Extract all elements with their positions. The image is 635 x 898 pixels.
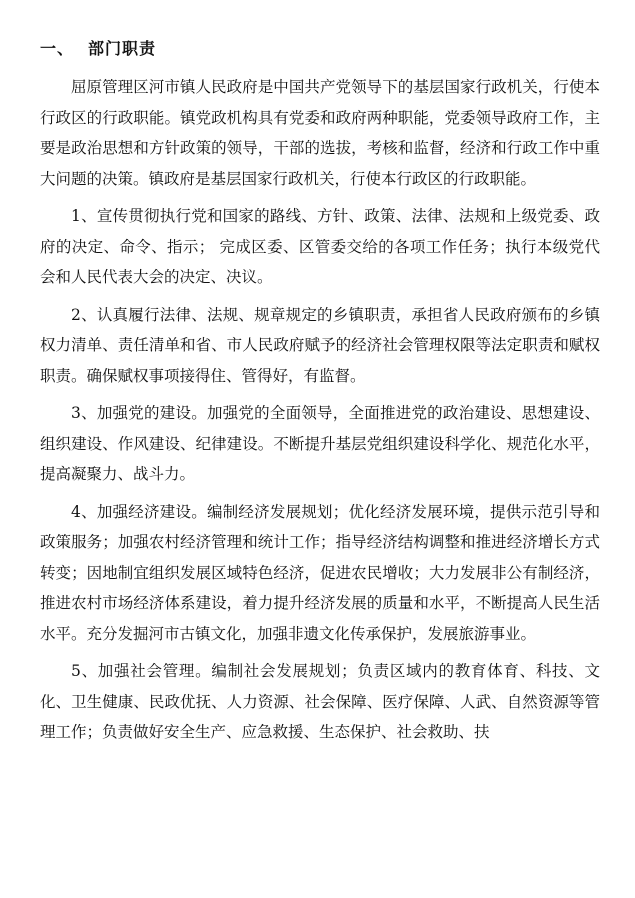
paragraph-item-3: 3、加强党的建设。加强党的全面领导，全面推进党的政治建设、思想建设、组织建设、作风建设、纪律建设。不断提升基层党组织建设科学化、规范化水平，提高凝聚力、战斗力。 <box>40 404 600 483</box>
section-number: 一、 <box>40 39 75 58</box>
document-body <box>40 72 600 755</box>
paragraph-intro: 屈原管理区河市镇人民政府是中国共产党领导下的基层国家行政机关，行使本行政区的行政职能。镇党政机构具有党委和政府两种职能，党委领导政府工作，主要是政治思想和方针政策的领导，干部的选拔，考核和监督，经济和行政工作中重大问题的决策。镇政府是基层国家行政机关，行使本行政区的行政职能。 <box>40 78 600 188</box>
paragraph-item-2: 2、认真履行法律、法规、规章规定的乡镇职责，承担省人民政府颁布的乡镇权力清单、责任清单和省、市人民政府赋予的经济社会管理权限等法定职责和赋权职责。确保赋权事项接得住、管得好，有监督。 <box>40 305 600 385</box>
section-heading <box>40 36 156 62</box>
paragraph-item-5: 5、加强社会管理。编制社会发展规划；负责区域内的教育体育、科技、文化、卫生健康、民政优抚、人力资源、社会保障、医疗保障、人武、自然资源等管理工作；负责做好安全生产、应急救援、生态保护、社会救助、扶 <box>40 662 600 741</box>
paragraph-item-4: 4、加强经济建设。编制经济发展规划；优化经济发展环境，提供示范引导和政策服务；加强农村经济管理和统计工作；指导经济结构调整和推进经济增长方式转变；因地制宜组织发展区域特色经济，促进农民增收；大力发展非公有制经济，推进农村市场经济体系建设，着力提升经济发展的质量和水平，不断提高人民生活水平。充分发掘河市古镇文化，加强非遗文化传承保护，发展旅游事业。 <box>40 502 600 643</box>
paragraph-item-1: 1、宣传贯彻执行党和国家的路线、方针、政策、法律、法规和上级党委、政府的决定、命令、指示； 完成区委、区管委交给的各项工作任务；执行本级党代会和人民代表大会的决定、决议。 <box>40 207 600 286</box>
section-title: 部门职责 <box>88 39 157 58</box>
